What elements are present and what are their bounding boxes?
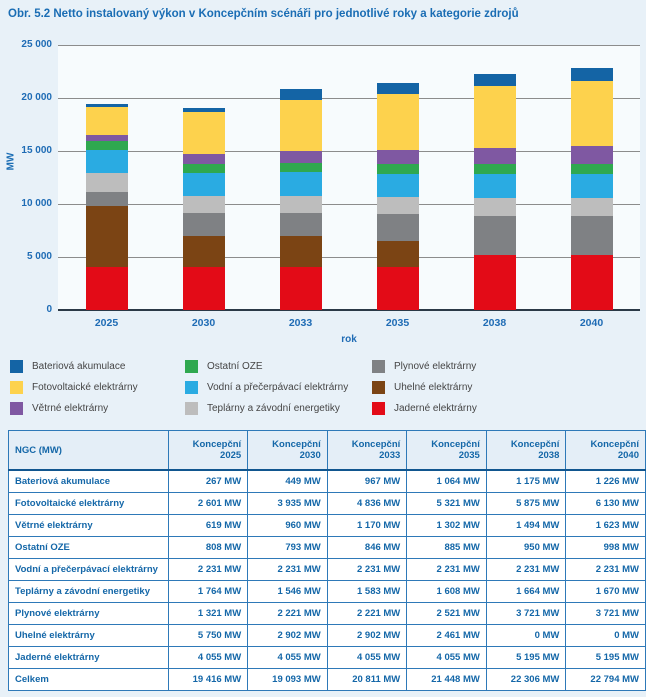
- legend-item: [185, 356, 372, 377]
- legend-swatch: [185, 360, 198, 373]
- y-tick-label: 10 000: [21, 198, 52, 209]
- bar-segment: [474, 255, 516, 310]
- header-line: 2040: [617, 450, 639, 461]
- row-label-cell: Celkem: [9, 669, 169, 691]
- value-cell: 22 794 MW: [566, 669, 646, 691]
- header-line: Koncepční: [272, 439, 321, 450]
- value-cell: 1 608 MW: [407, 581, 487, 603]
- legend-item: [10, 356, 185, 377]
- value-cell: 22 306 MW: [486, 669, 566, 691]
- table-row: [9, 647, 646, 669]
- values-table: [8, 430, 646, 691]
- bar-segment: [280, 151, 322, 163]
- bar-2040: [571, 68, 613, 310]
- row-label-cell: Fotovoltaické elektrárny: [9, 493, 169, 515]
- y-tick-label: 15 000: [21, 145, 52, 156]
- legend-item: [185, 398, 372, 419]
- bar-segment: [183, 173, 225, 197]
- bar-segment: [183, 164, 225, 172]
- value-cell: 793 MW: [248, 537, 328, 559]
- legend-item: [372, 398, 638, 419]
- value-cell: 1 664 MW: [486, 581, 566, 603]
- value-cell: 1 764 MW: [168, 581, 248, 603]
- table-column-header: [327, 431, 407, 471]
- bar-segment: [183, 154, 225, 164]
- bar-segment: [571, 81, 613, 146]
- row-label-cell: Jaderné elektrárny: [9, 647, 169, 669]
- bar-segment: [183, 267, 225, 310]
- bar-2038: [474, 74, 516, 310]
- x-axis-title: rok: [341, 334, 357, 345]
- bar-2033: [280, 89, 322, 310]
- header-line: 2038: [538, 450, 560, 461]
- header-line: 2030: [299, 450, 321, 461]
- bar-segment: [474, 216, 516, 255]
- value-cell: 1 494 MW: [486, 515, 566, 537]
- x-tick-label: 2030: [191, 317, 216, 329]
- row-label-cell: Teplárny a závodní energetiky: [9, 581, 169, 603]
- value-cell: 1 170 MW: [327, 515, 407, 537]
- bar-2035: [377, 83, 419, 310]
- value-cell: 1 302 MW: [407, 515, 487, 537]
- legend-swatch: [10, 360, 23, 373]
- value-cell: 2 902 MW: [327, 625, 407, 647]
- value-cell: 2 221 MW: [248, 603, 328, 625]
- value-cell: 0 MW: [486, 625, 566, 647]
- bar-segment: [280, 89, 322, 99]
- chart-legend: [10, 356, 638, 419]
- bar-segment: [86, 206, 128, 267]
- bar-segment: [86, 141, 128, 150]
- legend-item: [372, 356, 638, 377]
- gridline: [58, 98, 640, 99]
- plot-area: [21, 39, 640, 329]
- legend-item: [185, 377, 372, 398]
- bar-segment: [377, 241, 419, 267]
- bar-segment: [571, 174, 613, 198]
- bar-2030: [183, 108, 225, 310]
- y-tick-label: 20 000: [21, 92, 52, 103]
- value-cell: 2 461 MW: [407, 625, 487, 647]
- value-cell: 2 231 MW: [407, 559, 487, 581]
- bar-segment: [280, 267, 322, 310]
- bar-segment: [474, 174, 516, 198]
- bar-segment: [280, 172, 322, 196]
- table-row: [9, 493, 646, 515]
- bar-segment: [474, 164, 516, 174]
- table-row: [9, 625, 646, 647]
- value-cell: 1 175 MW: [486, 470, 566, 493]
- legend-label: Plynové elektrárny: [394, 361, 477, 372]
- table-row: [9, 559, 646, 581]
- bar-segment: [280, 100, 322, 151]
- legend-label: Fotovoltaické elektrárny: [32, 382, 138, 393]
- value-cell: 5 875 MW: [486, 493, 566, 515]
- value-cell: 808 MW: [168, 537, 248, 559]
- table-column-header: [248, 431, 328, 471]
- value-cell: 449 MW: [248, 470, 328, 493]
- value-cell: 5 195 MW: [566, 647, 646, 669]
- value-cell: 4 055 MW: [168, 647, 248, 669]
- value-cell: 967 MW: [327, 470, 407, 493]
- bar-segment: [183, 236, 225, 267]
- bar-segment: [280, 196, 322, 213]
- table-row: [9, 581, 646, 603]
- value-cell: 6 130 MW: [566, 493, 646, 515]
- value-cell: 2 231 MW: [566, 559, 646, 581]
- bar-segment: [377, 214, 419, 241]
- value-cell: 3 721 MW: [486, 603, 566, 625]
- y-tick-label: 5 000: [26, 251, 52, 262]
- value-cell: 5 321 MW: [407, 493, 487, 515]
- bar-segment: [183, 112, 225, 154]
- gridline: [58, 151, 640, 152]
- legend-label: Uhelné elektrárny: [394, 382, 473, 393]
- header-line: Koncepční: [351, 439, 401, 450]
- table-column-header: [486, 431, 566, 471]
- bar-segment: [86, 173, 128, 192]
- value-cell: 2 231 MW: [486, 559, 566, 581]
- header-line: Koncepční: [590, 439, 639, 450]
- value-cell: 2 221 MW: [327, 603, 407, 625]
- bar-segment: [377, 197, 419, 214]
- x-tick-label: 2025: [94, 317, 119, 329]
- bar-segment: [474, 148, 516, 164]
- value-cell: 19 416 MW: [168, 669, 248, 691]
- legend-swatch: [372, 360, 385, 373]
- bar-segment: [280, 163, 322, 172]
- value-cell: 19 093 MW: [248, 669, 328, 691]
- y-tick-label: 25 000: [21, 39, 52, 50]
- value-cell: 1 583 MW: [327, 581, 407, 603]
- row-label-cell: Uhelné elektrárny: [9, 625, 169, 647]
- value-cell: 4 055 MW: [327, 647, 407, 669]
- header-line: 2035: [458, 450, 480, 461]
- table-row: [9, 537, 646, 559]
- value-cell: 5 750 MW: [168, 625, 248, 647]
- bar-segment: [86, 150, 128, 174]
- value-cell: 2 231 MW: [248, 559, 328, 581]
- bar-segment: [183, 213, 225, 237]
- header-line: Koncepční: [192, 439, 242, 450]
- bar-segment: [280, 236, 322, 267]
- value-cell: 1 546 MW: [248, 581, 328, 603]
- legend-item: [372, 377, 638, 398]
- value-cell: 4 055 MW: [407, 647, 487, 669]
- bar-segment: [377, 174, 419, 198]
- gridline: [58, 204, 640, 205]
- value-cell: 3 721 MW: [566, 603, 646, 625]
- table-row: [9, 603, 646, 625]
- value-cell: 20 811 MW: [327, 669, 407, 691]
- header-line: Koncepční: [431, 439, 480, 450]
- header-line: 2033: [379, 450, 401, 461]
- legend-swatch: [185, 381, 198, 394]
- table-column-header: [168, 431, 248, 471]
- bar-segment: [571, 68, 613, 81]
- row-label-cell: Bateriová akumulace: [9, 470, 169, 493]
- header-line: Koncepční: [510, 439, 560, 450]
- gridline: [58, 257, 640, 258]
- table-row: [9, 515, 646, 537]
- value-cell: 4 055 MW: [248, 647, 328, 669]
- value-cell: 5 195 MW: [486, 647, 566, 669]
- bar-2025: [86, 104, 128, 310]
- legend-swatch: [10, 381, 23, 394]
- y-axis-title: MW: [5, 152, 17, 171]
- bar-segment: [571, 164, 613, 175]
- bar-segment: [474, 86, 516, 148]
- header-line: 2025: [220, 450, 242, 461]
- figure-title: Obr. 5.2 Netto instalovaný výkon v Koncepčním scénáři pro jednotlivé roky a kategorie zdrojů: [8, 8, 519, 20]
- bar-segment: [183, 196, 225, 212]
- table-corner-header: NGC (MW): [9, 431, 169, 471]
- legend-item: [10, 398, 185, 419]
- value-cell: 1 321 MW: [168, 603, 248, 625]
- y-tick-label: 0: [46, 304, 52, 315]
- bar-segment: [474, 74, 516, 87]
- value-cell: 4 836 MW: [327, 493, 407, 515]
- table-column-header: [407, 431, 487, 471]
- value-cell: 2 902 MW: [248, 625, 328, 647]
- value-cell: 2 521 MW: [407, 603, 487, 625]
- value-cell: 21 448 MW: [407, 669, 487, 691]
- legend-item: [10, 377, 185, 398]
- value-cell: 1 623 MW: [566, 515, 646, 537]
- bar-segment: [280, 213, 322, 237]
- bar-segment: [86, 135, 128, 142]
- bar-segment: [86, 107, 128, 135]
- value-cell: 0 MW: [566, 625, 646, 647]
- bar-segment: [377, 83, 419, 94]
- bar-segment: [571, 255, 613, 310]
- stacked-bar-chart: [0, 36, 646, 348]
- bar-segment: [86, 192, 128, 206]
- value-cell: 1 670 MW: [566, 581, 646, 603]
- legend-label: Ostatní OZE: [207, 361, 263, 372]
- value-cell: 267 MW: [168, 470, 248, 493]
- value-cell: 2 231 MW: [168, 559, 248, 581]
- row-label-cell: Ostatní OZE: [9, 537, 169, 559]
- x-axis-line: [58, 309, 640, 311]
- table-row: [9, 470, 646, 493]
- bar-segment: [571, 146, 613, 163]
- table-body: [9, 470, 646, 691]
- bar-segment: [571, 216, 613, 255]
- legend-label: Větrné elektrárny: [32, 403, 109, 414]
- table-header-row: [9, 431, 646, 471]
- legend-swatch: [372, 381, 385, 394]
- value-cell: 3 935 MW: [248, 493, 328, 515]
- legend-swatch: [372, 402, 385, 415]
- legend-swatch: [10, 402, 23, 415]
- table-head: [9, 431, 646, 471]
- value-cell: 960 MW: [248, 515, 328, 537]
- value-cell: 885 MW: [407, 537, 487, 559]
- table-row: [9, 669, 646, 691]
- legend-swatch: [185, 402, 198, 415]
- bar-segment: [377, 164, 419, 173]
- legend-label: Jaderné elektrárny: [394, 403, 477, 414]
- x-tick-label: 2040: [579, 317, 604, 329]
- row-label-cell: Vodní a přečerpávací elektrárny: [9, 559, 169, 581]
- value-cell: 846 MW: [327, 537, 407, 559]
- value-cell: 1 064 MW: [407, 470, 487, 493]
- value-cell: 619 MW: [168, 515, 248, 537]
- legend-label: Teplárny a závodní energetiky: [207, 403, 340, 414]
- legend-label: Vodní a přečerpávací elektrárny: [207, 382, 349, 393]
- gridline: [58, 45, 640, 46]
- value-cell: 950 MW: [486, 537, 566, 559]
- bar-segment: [571, 198, 613, 216]
- x-tick-label: 2035: [385, 317, 410, 329]
- bar-segment: [377, 150, 419, 164]
- table-column-header: [566, 431, 646, 471]
- row-label-cell: Větrné elektrárny: [9, 515, 169, 537]
- row-label-cell: Plynové elektrárny: [9, 603, 169, 625]
- value-cell: 1 226 MW: [566, 470, 646, 493]
- x-tick-label: 2033: [288, 317, 313, 329]
- bar-segment: [377, 94, 419, 150]
- bar-segment: [377, 267, 419, 310]
- bar-segment: [86, 267, 128, 310]
- value-cell: 2 231 MW: [327, 559, 407, 581]
- value-cell: 2 601 MW: [168, 493, 248, 515]
- x-tick-label: 2038: [482, 317, 507, 329]
- value-cell: 998 MW: [566, 537, 646, 559]
- bar-segment: [474, 198, 516, 216]
- legend-label: Bateriová akumulace: [32, 361, 126, 372]
